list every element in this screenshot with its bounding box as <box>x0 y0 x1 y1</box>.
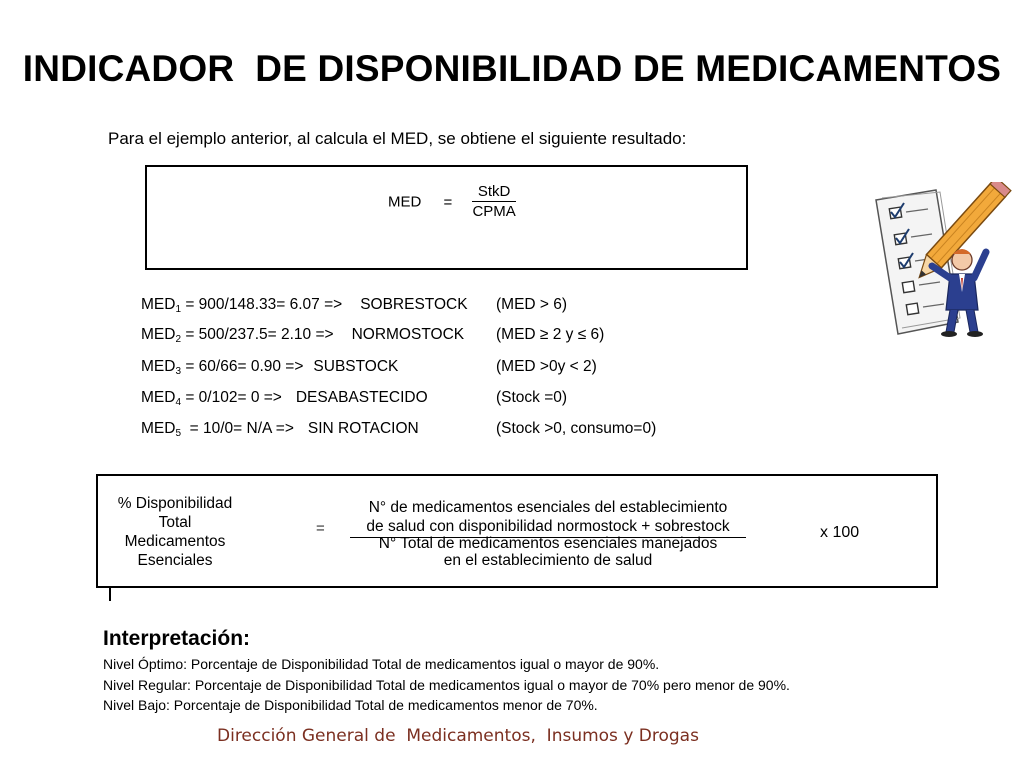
percentage-formula-numerator: N° de medicamentos esenciales del establecimiento de salud con disponibilidad normostock + sobrestock <box>350 498 746 538</box>
checklist-pencil-man-icon <box>866 182 1014 342</box>
interpretation-title: Interpretación: <box>103 627 251 650</box>
slide-title: INDICADOR DE DISPONIBILIDAD DE MEDICAMENTOS <box>22 48 1002 89</box>
med-status-1: SOBRESTOCK <box>360 296 468 313</box>
med-status-5: SIN ROTACION <box>307 420 419 437</box>
formula-equals: = <box>443 193 453 211</box>
med-condition-1: (MED > 6) <box>496 296 568 313</box>
med-status-4: DESABASTECIDO <box>295 389 428 406</box>
intro-text: Para el ejemplo anterior, al calcula el MED, se obtiene el siguiente resultado: <box>108 129 687 148</box>
med-result-2: $MED_2 = 500/237.5= 2.10$ => NORMOSTOCK <box>141 326 465 345</box>
percentage-formula-equals: = <box>316 520 325 537</box>
med-formula <box>388 184 516 220</box>
interpretation-low: Nivel Bajo: Porcentaje de Disponibilidad Total de medicamentos menor de 70%. <box>103 697 598 713</box>
formula-lhs: MED <box>388 193 422 211</box>
percentage-formula-multiplier: x 100 <box>820 524 860 541</box>
interpretation-regular: Nivel Regular: Porcentaje de Disponibilidad Total de medicamentos igual o mayor de 70% pero menor de 90%. <box>103 677 790 693</box>
med-condition-3: (MED >0y < 2) <box>496 358 597 375</box>
med-result-1: $MED_1 = 900/148.33= 6.07$ => SOBRESTOCK <box>141 296 468 315</box>
interpretation-optimal: Nivel Óptimo: Porcentaje de Disponibilidad Total de medicamentos igual o mayor de 90%. <box>103 656 660 672</box>
formula-fraction <box>472 184 515 220</box>
med-result-5: $MED_5 = 10/0= N/A$ => SIN ROTACION <box>141 420 419 439</box>
med-condition-2: (MED ≥ 2 y ≤ 6) <box>496 326 605 343</box>
med-result-3: $MED_3 = 60/66= 0.90$ => SUBSTOCK <box>141 358 399 377</box>
med-status-3: SUBSTOCK <box>313 358 399 375</box>
percentage-formula-lhs: % Disponibilidad Total Medicamentos Esenciales <box>117 495 233 569</box>
text-cursor-mark <box>109 588 111 601</box>
med-condition-5: (Stock >0, consumo=0) <box>496 420 657 437</box>
med-result-4: $MED_4 = 0/102= 0$ => DESABASTECIDO <box>141 389 428 408</box>
formula-numerator: StkD <box>472 184 515 202</box>
percentage-formula-denominator: N° Total de medicamentos esenciales manejados en el establecimiento de salud <box>378 535 718 569</box>
med-status-2: NORMOSTOCK <box>351 326 465 343</box>
footer-text: Dirección General de Medicamentos, Insumos y Drogas <box>217 726 699 746</box>
med-condition-4: (Stock =0) <box>496 389 568 406</box>
formula-denominator: CPMA <box>472 203 516 220</box>
